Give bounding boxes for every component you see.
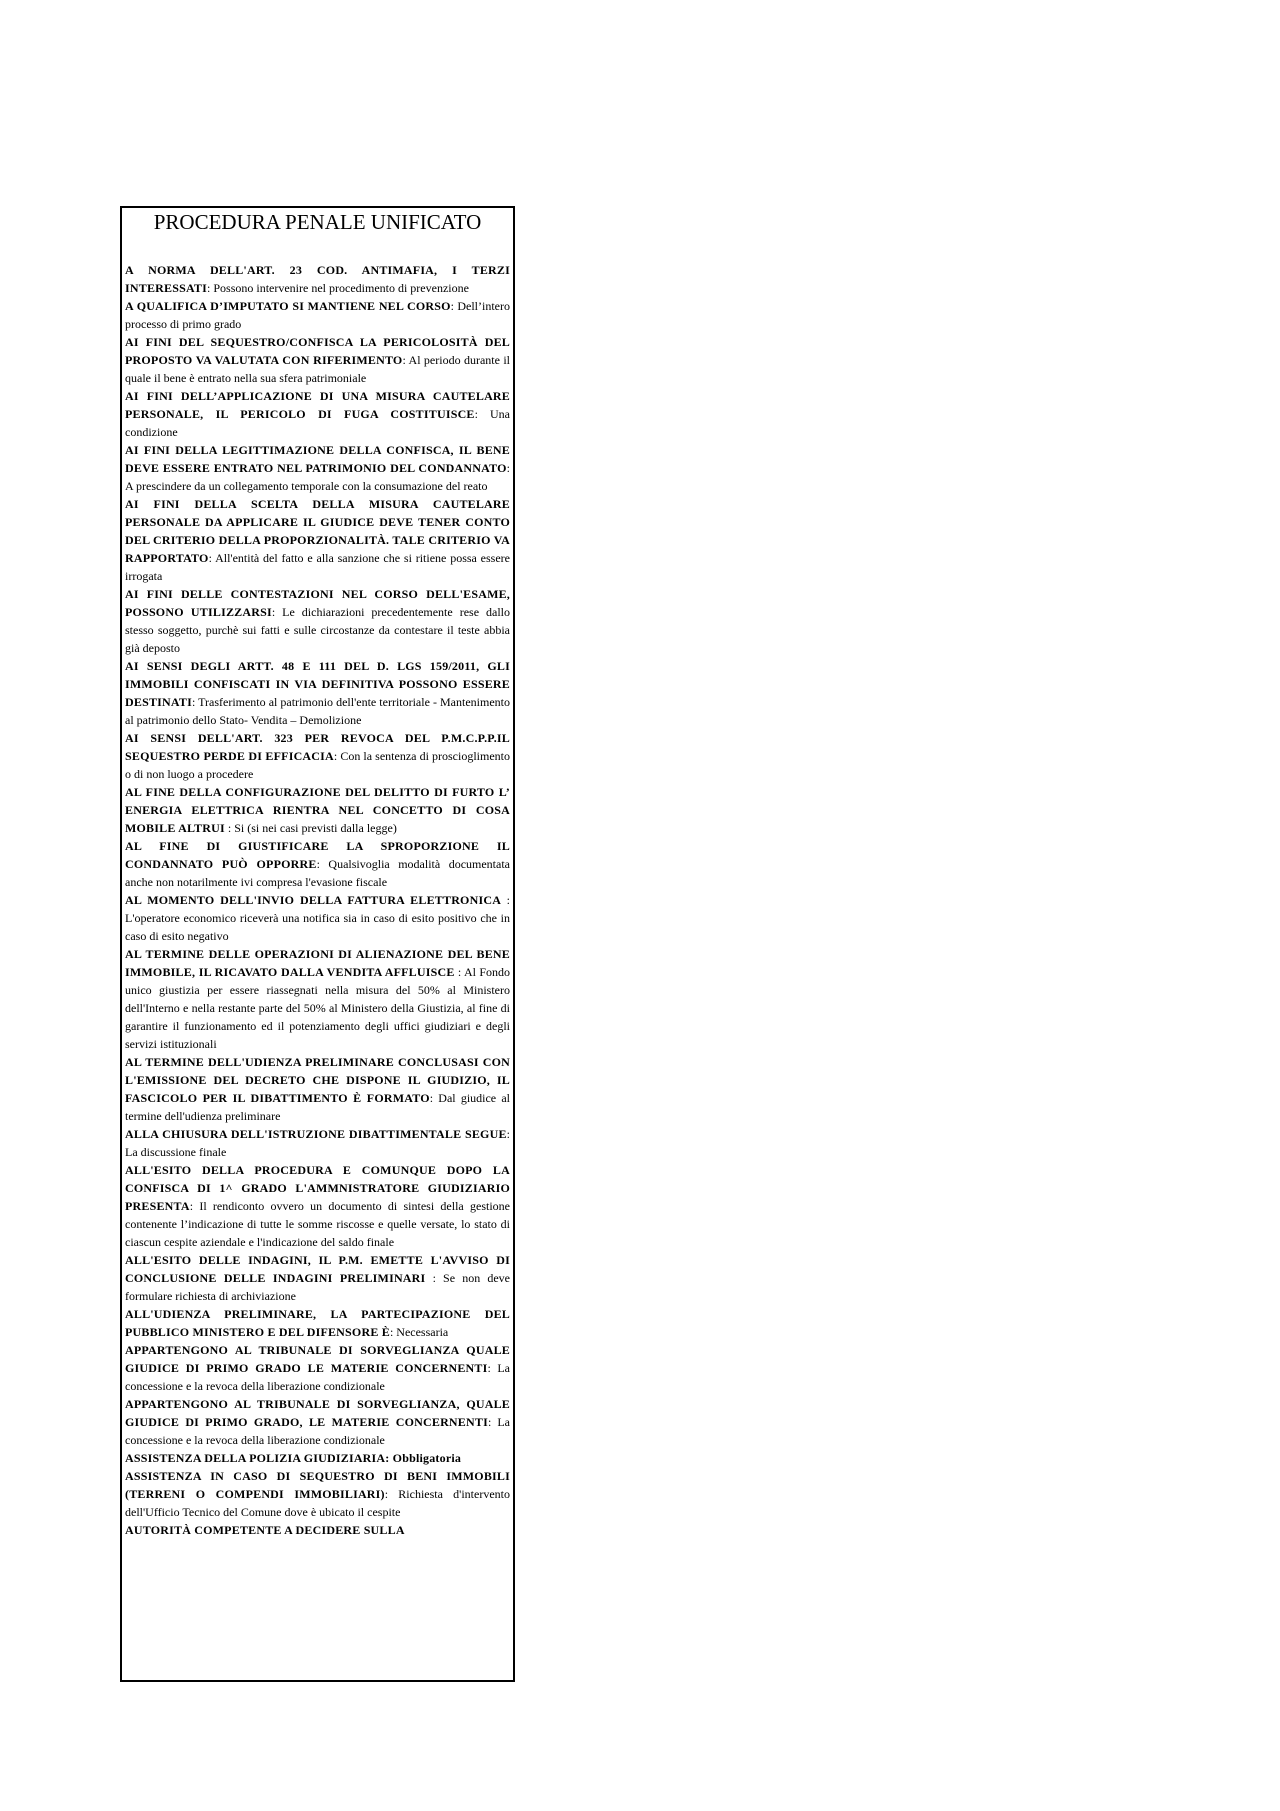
entry-question: ALL'UDIENZA PRELIMINARE, LA PARTECIPAZIONE DEL PUBBLICO MINISTERO E DEL DIFENSORE È	[125, 1307, 510, 1339]
entry	[125, 837, 510, 891]
entry	[125, 1521, 510, 1539]
entry-answer: : Se non deve formulare richiesta di archiviazione	[125, 1271, 510, 1303]
entry	[125, 495, 510, 585]
entry-answer: : La concessione e la revoca della liberazione condizionale	[125, 1415, 510, 1447]
entry-answer: : La concessione e la revoca della liberazione condizionale	[125, 1361, 510, 1393]
entry-question: AI FINI DELLA LEGITTIMAZIONE DELLA CONFISCA, IL BENE DEVE ESSERE ENTRATO NEL PATRIMONIO DEL CONDANNATO	[125, 443, 510, 475]
entry-answer: : Richiesta d'intervento dell'Ufficio Tecnico del Comune dove è ubicato il cespite	[125, 1487, 510, 1519]
entry	[125, 1467, 510, 1521]
entry-answer: : All'entità del fatto e alla sanzione che si ritiene possa essere irrogata	[125, 551, 510, 583]
entry	[125, 1053, 510, 1125]
entry	[125, 1305, 510, 1341]
entry	[125, 945, 510, 1053]
entry-question: AL FINE DELLA CONFIGURAZIONE DEL DELITTO DI FURTO L’ ENERGIA ELETTRICA RIENTRA NEL CONCETTO DI COSA MOBILE ALTRUI	[125, 785, 510, 835]
entry-question: ASSISTENZA DELLA POLIZIA GIUDIZIARIA: Obbligatoria	[125, 1451, 462, 1465]
entry-question: AI FINI DEL SEQUESTRO/CONFISCA LA PERICOLOSITÀ DEL PROPOSTO VA VALUTATA CON RIFERIMENTO	[125, 335, 510, 367]
entry-question: A QUALIFICA D’IMPUTATO SI MANTIENE NEL CORSO	[125, 299, 451, 313]
entry-answer: : Una condizione	[125, 407, 511, 439]
entry-question: A NORMA DELL'ART. 23 COD. ANTIMAFIA, I TERZI INTERESSATI	[125, 263, 510, 295]
entry-answer: : Il rendiconto ovvero un documento di sintesi della gestione contenente l’indicazione di tutte le somme riscosse e quelle versate, lo stato di ciascun cespite aziendale e l'indicazione del saldo finale	[125, 1199, 510, 1249]
entry-question: ALL'ESITO DELLE INDAGINI, IL P.M. EMETTE L'AVVISO DI CONCLUSIONE DELLE INDAGINI PRELIMINARI	[125, 1253, 510, 1285]
entry-question: AI SENSI DEGLI ARTT. 48 E 111 DEL D. LGS 159/2011, GLI IMMOBILI CONFISCATI IN VIA DEFINITIVA POSSONO ESSERE DESTINATI	[125, 659, 510, 709]
document-frame	[120, 206, 515, 1682]
entry	[125, 891, 510, 945]
entry-answer: : Con la sentenza di proscioglimento o di non luogo a procedere	[125, 749, 510, 781]
entry-question: APPARTENGONO AL TRIBUNALE DI SORVEGLIANZA QUALE GIUDICE DI PRIMO GRADO LE MATERIE CONCERNENTI	[125, 1343, 510, 1375]
entry-answer: : L'operatore economico riceverà una notifica sia in caso di esito positivo che in caso di esito negativo	[125, 893, 510, 943]
entry-question: AL TERMINE DELLE OPERAZIONI DI ALIENAZIONE DEL BENE IMMOBILE, IL RICAVATO DALLA VENDITA AFFLUISCE	[125, 947, 510, 979]
entry-question: ALL'ESITO DELLA PROCEDURA E COMUNQUE DOPO LA CONFISCA DI 1^ GRADO L'AMMNISTRATORE GIUDIZIARIO PRESENTA	[125, 1163, 510, 1213]
entry	[125, 1449, 510, 1467]
entry-answer: : Necessaria	[389, 1325, 449, 1339]
entry-question: AI FINI DELL’APPLICAZIONE DI UNA MISURA CAUTELARE PERSONALE, IL PERICOLO DI FUGA COSTITUISCE	[125, 389, 510, 421]
entry-answer: : Dell’intero processo di primo grado	[125, 299, 510, 331]
entry	[125, 1251, 510, 1305]
entry-answer: : Dal giudice al termine dell'udienza preliminare	[125, 1091, 510, 1123]
entry	[125, 297, 510, 333]
entry-question: ASSISTENZA IN CASO DI SEQUESTRO DI BENI IMMOBILI (TERRENI O COMPENDI IMMOBILIARI)	[125, 1469, 510, 1501]
entry-answer: : A prescindere da un collegamento temporale con la consumazione del reato	[125, 461, 510, 493]
entry	[125, 1125, 510, 1161]
entry-question: ALLA CHIUSURA DELL'ISTRUZIONE DIBATTIMENTALE SEGUE	[125, 1127, 507, 1141]
entry-question: AL FINE DI GIUSTIFICARE LA SPROPORZIONE IL CONDANNATO PUÒ OPPORRE	[125, 839, 510, 871]
entry-question: AL MOMENTO DELL'INVIO DELLA FATTURA ELETTRONICA	[125, 893, 502, 907]
entry	[125, 1161, 510, 1251]
entry	[125, 657, 510, 729]
entry-question: AUTORITÀ COMPETENTE A DECIDERE SULLA	[125, 1523, 405, 1537]
entry-question: AI FINI DELLE CONTESTAZIONI NEL CORSO DELL'ESAME, POSSONO UTILIZZARSI	[125, 587, 510, 619]
entry-answer: : Al Fondo unico giustizia per essere riassegnati nella misura del 50% al Ministero dell'Interno e nella restante parte del 50% al Ministero della Giustizia, al fine di garantire il funzionamento ed il potenziamento degli uffici giudiziari e degli servizi istituzionali	[125, 965, 510, 1051]
entry-answer: : Le dichiarazioni precedentemente rese dallo stesso soggetto, purchè sui fatti e sulle circostanze da contestare il teste abbia già deposto	[125, 605, 510, 655]
document-title: PROCEDURA PENALE UNIFICATO	[153, 210, 482, 234]
entry	[125, 333, 510, 387]
entry	[125, 729, 510, 783]
entry	[125, 441, 510, 495]
entry-answer: : La discussione finale	[125, 1127, 510, 1159]
entry-question: AI FINI DELLA SCELTA DELLA MISURA CAUTELARE PERSONALE DA APPLICARE IL GIUDICE DEVE TENER CONTO DEL CRITERIO DELLA PROPORZIONALITÀ. TALE CRITERIO VA RAPPORTATO	[125, 497, 510, 565]
entry	[125, 1395, 510, 1449]
entry-answer: : Possono intervenire nel procedimento di prevenzione	[207, 281, 469, 295]
entry-question: APPARTENGONO AL TRIBUNALE DI SORVEGLIANZA, QUALE GIUDICE DI PRIMO GRADO, LE MATERIE CONCERNENTI	[125, 1397, 510, 1429]
entry	[125, 261, 510, 297]
entry	[125, 783, 510, 837]
entry-answer: : Si (si nei casi previsti dalla legge)	[224, 821, 397, 835]
entry-answer: : Trasferimento al patrimonio dell'ente territoriale - Mantenimento al patrimonio dello Stato- Vendita – Demolizione	[125, 695, 510, 727]
entry-answer: : Al periodo durante il quale il bene è entrato nella sua sfera patrimoniale	[125, 353, 510, 385]
entry	[125, 1341, 510, 1395]
entry	[125, 585, 510, 657]
entry-list	[125, 261, 510, 1539]
entry-question: AL TERMINE DELL'UDIENZA PRELIMINARE CONCLUSASI CON L'EMISSIONE DEL DECRETO CHE DISPONE IL GIUDIZIO, IL FASCICOLO PER IL DIBATTIMENTO È FORMATO	[125, 1055, 510, 1105]
entry-answer: : Qualsivoglia modalità documentata anche non notarilmente ivi compresa l'evasione fiscale	[125, 857, 510, 889]
entry-question: AI SENSI DELL'ART. 323 PER REVOCA DEL P.M.C.P.P.IL SEQUESTRO PERDE DI EFFICACIA	[125, 731, 510, 763]
entry	[125, 387, 510, 441]
